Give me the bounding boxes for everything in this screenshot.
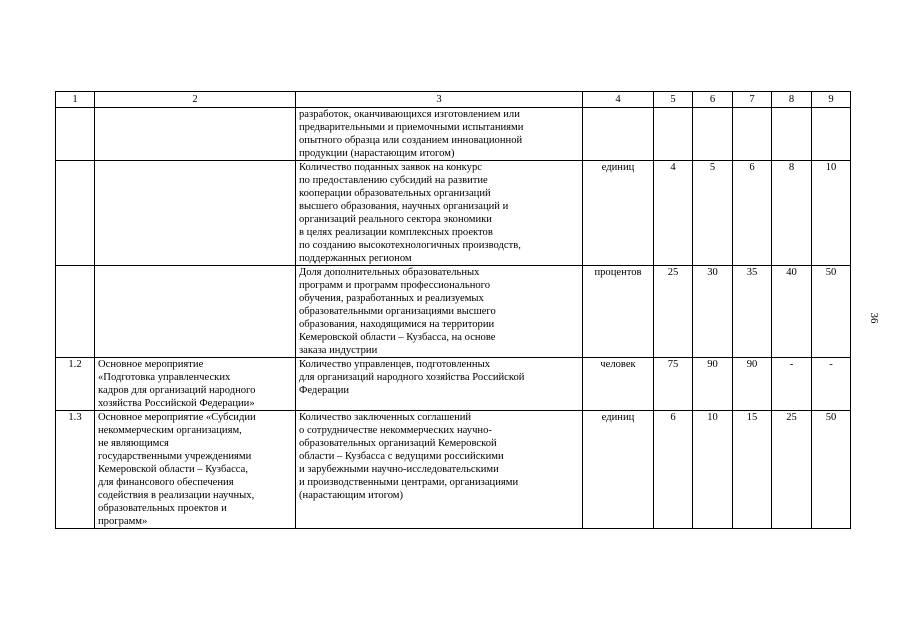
value-col-5: 4: [654, 161, 693, 266]
value-col-5: 75: [654, 358, 693, 411]
value-col-9: 10: [812, 161, 851, 266]
table-row: [56, 358, 851, 411]
header-cell-4: 4: [583, 92, 654, 108]
row-number: [56, 266, 95, 358]
table-row: [56, 411, 851, 529]
table-header-row: [56, 92, 851, 108]
header-cell-7: 7: [733, 92, 772, 108]
event-name: Основное мероприятие «Субсидии некоммерческим организациям, не являющимся государственными учреждениями Кемеровской области – Кузбасса, для финансового обеспечения содействия в реализации научных, образовательных проектов и программ»: [95, 411, 296, 529]
unit-cell: [583, 108, 654, 161]
value-col-6: 5: [693, 161, 733, 266]
value-col-8: [772, 108, 812, 161]
unit-cell: процентов: [583, 266, 654, 358]
unit-cell: единиц: [583, 411, 654, 529]
unit-cell: человек: [583, 358, 654, 411]
header-cell-3: 3: [296, 92, 583, 108]
value-col-7: 35: [733, 266, 772, 358]
row-number: [56, 108, 95, 161]
value-col-7: 90: [733, 358, 772, 411]
event-name: [95, 108, 296, 161]
value-col-6: 10: [693, 411, 733, 529]
value-col-8: 40: [772, 266, 812, 358]
page-number: 36: [868, 312, 880, 324]
header-cell-1: 1: [56, 92, 95, 108]
table-row: [56, 266, 851, 358]
value-col-6: 90: [693, 358, 733, 411]
value-col-6: 30: [693, 266, 733, 358]
row-number: 1.2: [56, 358, 95, 411]
header-cell-8: 8: [772, 92, 812, 108]
value-col-9: 50: [812, 266, 851, 358]
value-col-5: 6: [654, 411, 693, 529]
value-col-7: [733, 108, 772, 161]
header-cell-5: 5: [654, 92, 693, 108]
event-name: Основное мероприятие «Подготовка управленческих кадров для организаций народного хозяйства Российской Федерации»: [95, 358, 296, 411]
value-col-9: [812, 108, 851, 161]
row-number: 1.3: [56, 411, 95, 529]
indicator-name: разработок, оканчивающихся изготовлением или предварительными и приемочными испытаниями опытного образца или созданием инновационной продукции (нарастающим итогом): [296, 108, 583, 161]
indicator-name: Доля дополнительных образовательных программ и программ профессионального обучения, разработанных и реализуемых образовательными организациями высшего образования, находящимися на территории Кемеровской области – Кузбасса, на основе заказа индустрии: [296, 266, 583, 358]
row-number: [56, 161, 95, 266]
indicator-name: Количество поданных заявок на конкурс по предоставлению субсидий на развитие кооперации образовательных организаций высшего образования, научных организаций и организаций реального сектора экономики в целях реализации комплексных проектов по созданию высокотехнологичных производств, поддержанных регионом: [296, 161, 583, 266]
indicators-table: [55, 91, 851, 529]
value-col-8: 25: [772, 411, 812, 529]
table-row: [56, 108, 851, 161]
value-col-7: 15: [733, 411, 772, 529]
indicator-name: Количество управленцев, подготовленных для организаций народного хозяйства Российской Федерации: [296, 358, 583, 411]
value-col-5: 25: [654, 266, 693, 358]
header-cell-9: 9: [812, 92, 851, 108]
value-col-9: -: [812, 358, 851, 411]
table-row: [56, 161, 851, 266]
unit-cell: единиц: [583, 161, 654, 266]
value-col-9: 50: [812, 411, 851, 529]
value-col-7: 6: [733, 161, 772, 266]
value-col-6: [693, 108, 733, 161]
header-cell-2: 2: [95, 92, 296, 108]
indicator-name: Количество заключенных соглашений о сотрудничестве некоммерческих научно- образовательных организаций Кемеровской области – Кузбасса с ведущими российскими и зарубежными научно-исследовательскими и производственными центрами, организациями (нарастающим итогом): [296, 411, 583, 529]
event-name: [95, 161, 296, 266]
header-cell-6: 6: [693, 92, 733, 108]
value-col-8: -: [772, 358, 812, 411]
value-col-8: 8: [772, 161, 812, 266]
event-name: [95, 266, 296, 358]
value-col-5: [654, 108, 693, 161]
